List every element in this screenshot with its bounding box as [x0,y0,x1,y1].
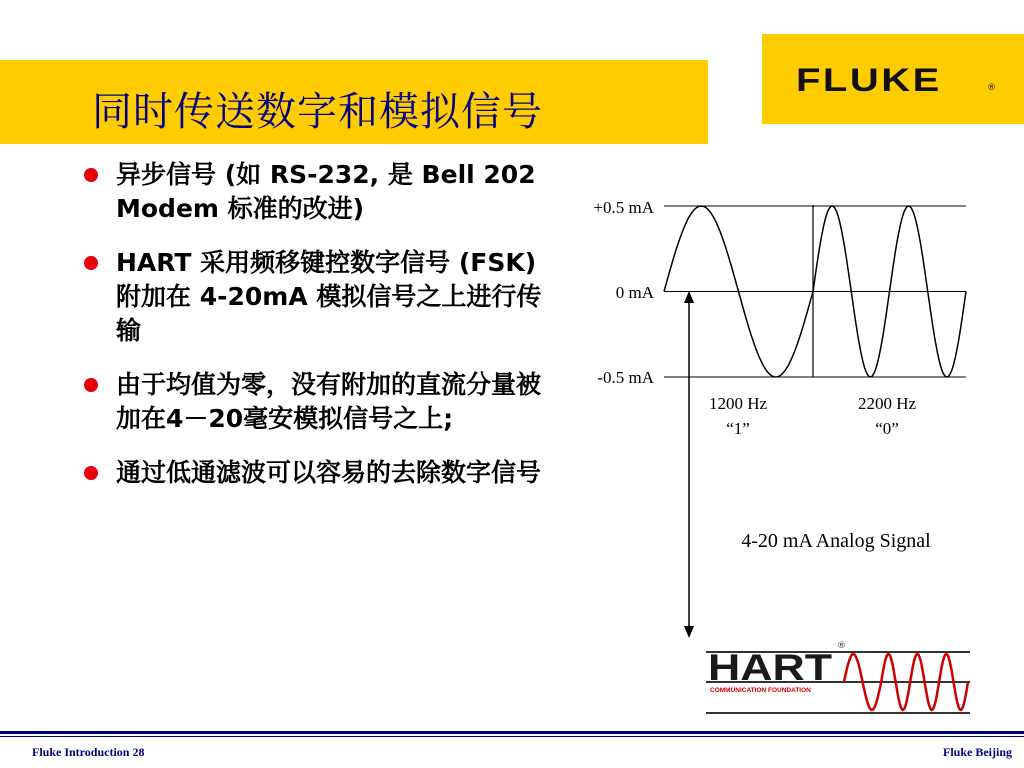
fluke-logo-registered: ® [987,83,996,93]
chart-y-tick-labels [593,198,654,387]
y-tick-label-zero: 0 mA [615,283,654,302]
freq-label-2200: 2200 Hz [857,394,917,413]
footer-rule [0,731,1024,734]
fluke-logo-text: FLUKE [796,62,942,98]
bullet-dot-icon [84,168,98,182]
bullet-dot-icon [84,466,98,480]
bullet-item [84,246,544,348]
bullet-text: 异步信号 (如 RS-232, 是 Bell 202 Modem 标准的改进) [116,160,536,223]
freq-label-1200: 1200 Hz [708,394,768,413]
bullet-list [84,158,544,510]
bullet-dot-icon [84,256,98,270]
bullet-text: 通过低通滤波可以容易的去除数字信号 [116,458,542,487]
bullet-dot-icon [84,378,98,392]
bullet-text: HART 采用频移键控数字信号 (FSK) 附加在 4-20mA 模拟信号之上进行传输 [116,248,542,345]
fsk-waveform-chart [560,185,980,645]
analog-signal-annotation: 4-20 mA Analog Signal [741,530,931,552]
bullet-item [84,368,544,436]
hart-logo-registered: ® [837,641,846,651]
chart-gridlines [664,206,966,377]
hart-logo [706,640,974,722]
bullet-item [84,456,544,490]
bit-label-0: “0” [875,419,899,438]
hart-logo-word: HART [708,647,833,688]
hart-logo-subtitle: COMMUNICATION FOUNDATION [710,687,811,694]
footer-right-text: Fluke Beijing [942,745,1012,759]
slide-title: 同时传送数字和模拟信号 [92,89,543,135]
y-tick-label-bottom: -0.5 mA [597,368,654,387]
bullet-text: 由于均值为零，没有附加的直流分量被加在4－20毫安模拟信号之上; [116,370,542,433]
y-tick-label-top: +0.5 mA [593,198,654,217]
footer-left-text: Fluke Introduction 28 [32,745,145,759]
bit-label-1: “1” [726,419,750,438]
bullet-item [84,158,544,226]
footer-rule [0,736,1024,737]
analog-signal-arrow [684,291,694,638]
